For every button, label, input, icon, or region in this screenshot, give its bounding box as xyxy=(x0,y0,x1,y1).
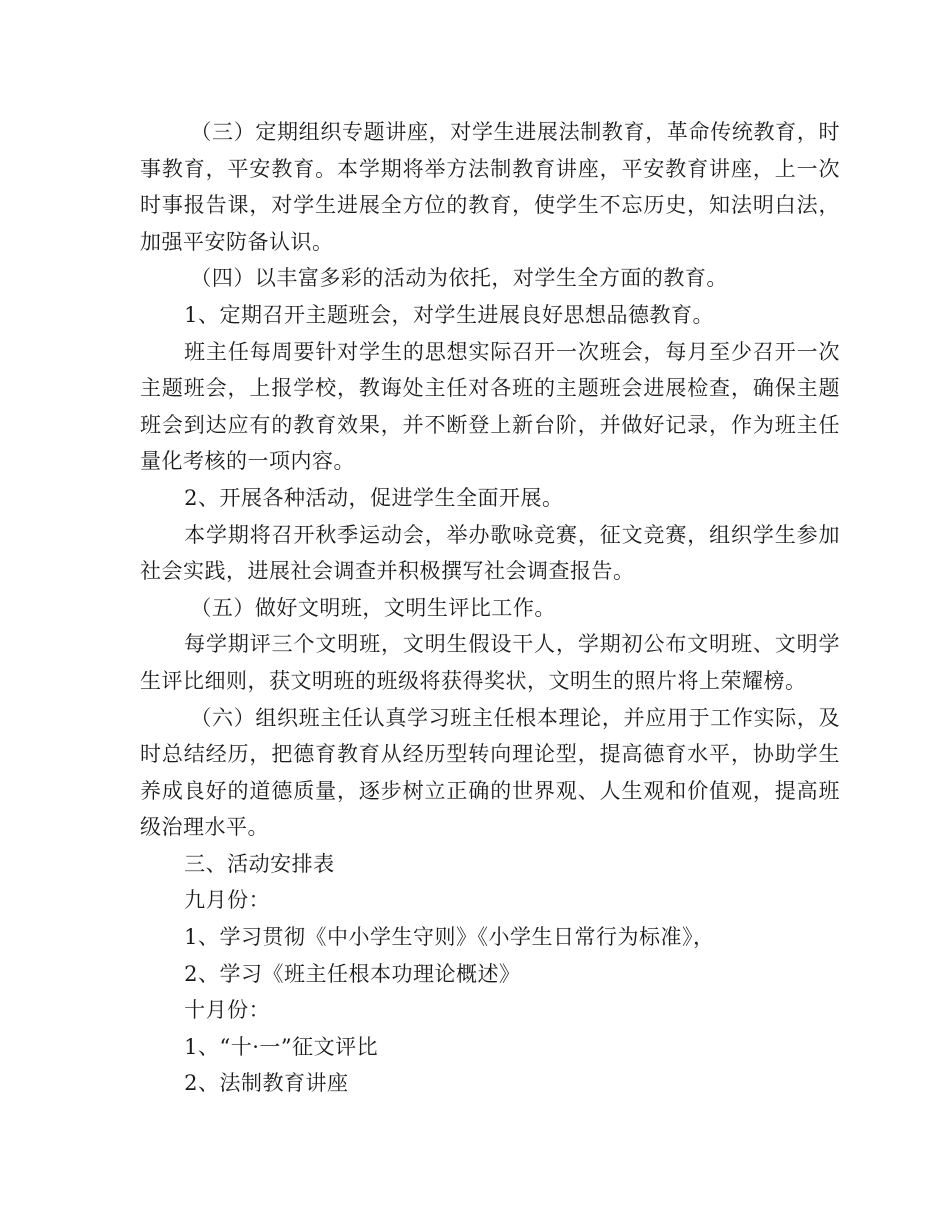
paragraph-lectures: （三）定期组织专题讲座，对学生进展法制教育，革命传统教育，时事教育，平安教育。本学期将举方法制教育讲座，平安教育讲座，上一次时事报告课，对学生进展全方位的教育，使学生不忘历史，知法明白法，加强平安防备认识。 xyxy=(140,120,840,254)
list-item: 1、“十·一”征文评比 xyxy=(184,1034,379,1059)
paragraph-activities-body: 本学期将召开秋季运动会，举办歌咏竞赛，征文竞赛，组织学生参加社会实践，进展社会调查并积极撰写社会调查报告。 xyxy=(140,522,840,584)
paragraph-civilized-class-body: 每学期评三个文明班，文明生假设干人，学期初公布文明班、文明学生评比细则，获文明班的班级将获得奖状，文明生的照片将上荣耀榜。 xyxy=(140,632,840,693)
section-heading-schedule: 三、活动安排表 xyxy=(184,851,335,876)
document-body xyxy=(140,114,840,1102)
month-label-october: 十月份： xyxy=(184,998,271,1023)
list-item: 2、学习《班主任根本功理论概述》 xyxy=(184,961,521,986)
list-item: 2、法制教育讲座 xyxy=(184,1071,349,1096)
month-label-september: 九月份： xyxy=(184,888,271,913)
paragraph-class-meeting-heading: 1、定期召开主题班会，对学生进展良好思想品德教育。 xyxy=(184,302,714,327)
paragraph-civilized-class-heading: （五）做好文明班，文明生评比工作。 xyxy=(190,595,556,620)
paragraph-teacher-study: （六）组织班主任认真学习班主任根本理论，并应用于工作实际，及时总结经历，把德育教育从经历型转向理论型，提高德育水平，协助学生养成良好的道德质量，逐步树立正确的世界观、人生观和价值观，提高班级治理水平。 xyxy=(140,705,840,840)
paragraph-activities-item-heading: 2、开展各种活动，促进学生全面开展。 xyxy=(184,485,564,510)
paragraph-class-meeting-body: 班主任每周要针对学生的思想实际召开一次班会，每月至少召开一次主题班会，上报学校，教诲处主任对各班的主题班会进展检查，确保主题班会到达应有的教育效果，并不断登上新台阶，并做好记录，作为班主任量化考核的一项内容。 xyxy=(140,339,840,474)
list-item: 1、学习贯彻《中小学生守则》《小学生日常行为标准》， xyxy=(184,925,715,950)
paragraph-activities-heading: （四）以丰富多彩的活动为依托，对学生全方面的教育。 xyxy=(190,266,728,291)
